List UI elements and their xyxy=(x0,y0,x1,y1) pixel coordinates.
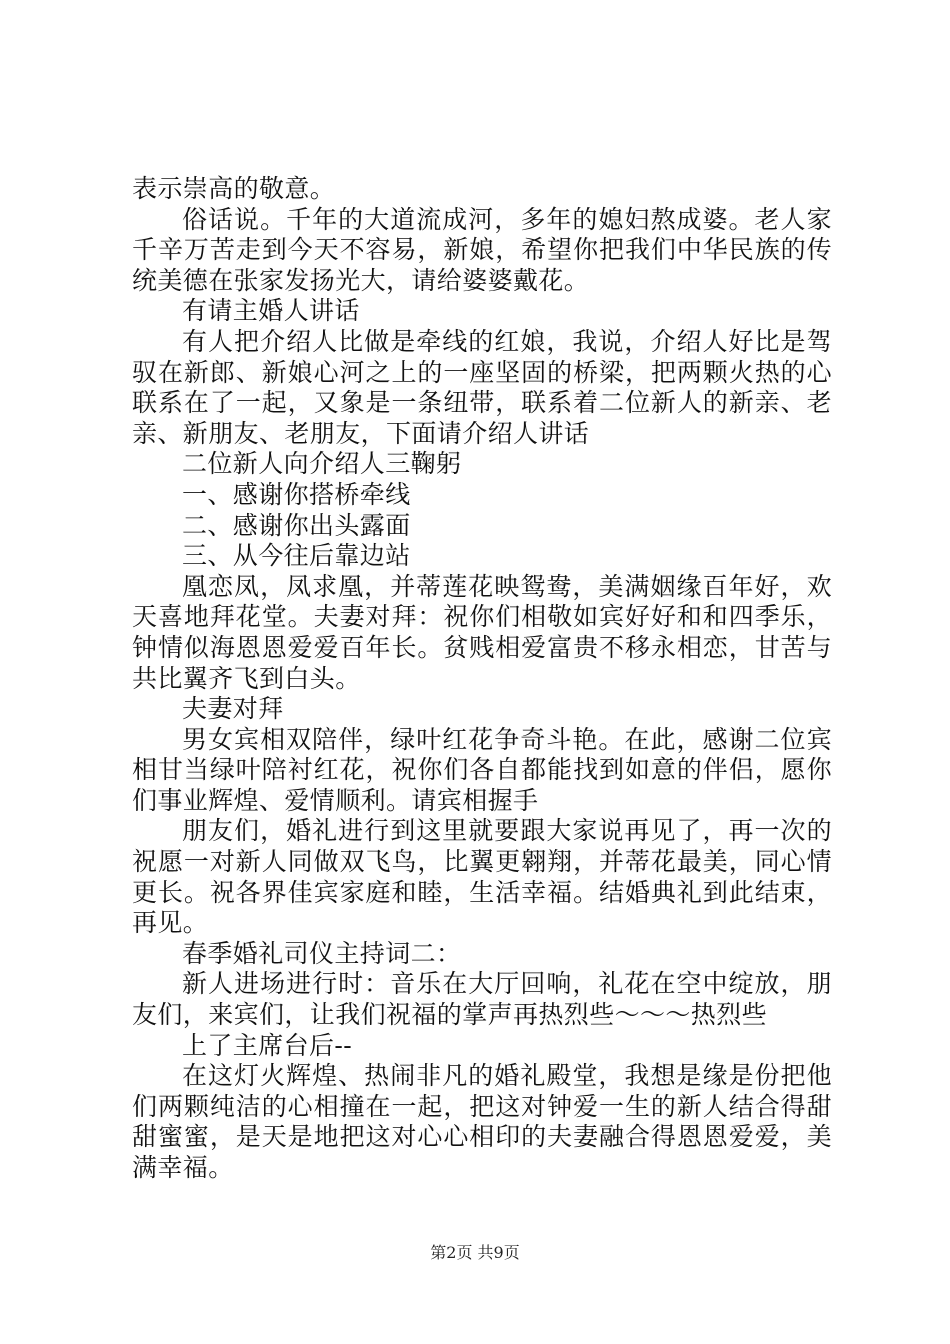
paragraph: 朋友们，婚礼进行到这里就要跟大家说再见了，再一次的祝愿一对新人同做双飞鸟，比翼更翱翔，并蒂花最美，同心情更长。祝各界佳宾家庭和睦，生活幸福。结婚典礼到此结束，再见。 xyxy=(132,816,832,938)
paragraph: 凰恋凤，凤求凰，并蒂莲花映鸳鸯，美满姻缘百年好，欢天喜地拜花堂。夫妻对拜：祝你们相敬如宾好好和和四季乐，钟情似海恩恩爱爱百年长。贫贱相爱富贵不移永相恋，甘苦与共比翼齐飞到白头。 xyxy=(132,571,832,693)
paragraph: 上了主席台后-- xyxy=(182,1030,353,1060)
paragraph: 在这灯火辉煌、热闹非凡的婚礼殿堂，我想是缘是份把他们两颗纯洁的心相撞在一起，把这对钟爱一生的新人结合得甜甜蜜蜜，是天是地把这对心心相印的夫妻融合得恩恩爱爱，美满幸福。 xyxy=(132,1061,832,1182)
paragraph: 有人把介绍人比做是牵线的红娘，我说，介绍人好比是驾驭在新郎、新娘心河之上的一座坚固的桥梁，把两颗火热的心联系在了一起，又象是一条纽带，联系着二位新人的新亲、老亲、新朋友、老朋友，下面请介绍人讲话 xyxy=(132,326,832,448)
paragraph: 有请主婚人讲话 xyxy=(182,296,360,326)
document-body xyxy=(132,174,832,1184)
paragraph: 三、从今往后靠边站 xyxy=(182,541,411,571)
paragraph: 夫妻对拜 xyxy=(182,694,284,724)
paragraph: 男女宾相双陪伴，绿叶红花争奇斗艳。在此，感谢二位宾相甘当绿叶陪衬红花，祝你们各自都能找到如意的伴侣，愿你们事业辉煌、爱情顺利。请宾相握手 xyxy=(132,724,832,815)
paragraph: 俗话说。千年的大道流成河，多年的媳妇熬成婆。老人家千辛万苦走到今天不容易，新娘，希望你把我们中华民族的传统美德在张家发扬光大，请给婆婆戴花。 xyxy=(132,204,832,295)
paragraph: 表示崇高的敬意。 xyxy=(132,174,336,203)
paragraph: 春季婚礼司仪主持词二： xyxy=(182,938,462,968)
paragraph: 一、感谢你搭桥牵线 xyxy=(182,479,411,509)
paragraph: 二位新人向介绍人三鞠躬 xyxy=(182,449,462,479)
page-number-footer: 第2页 共9页 xyxy=(430,1243,520,1262)
paragraph: 二、感谢你出头露面 xyxy=(182,510,411,540)
paragraph: 新人进场进行时：音乐在大厅回响，礼花在空中绽放，朋友们，来宾们，让我们祝福的掌声再热烈些～～～热烈些 xyxy=(132,969,832,1030)
